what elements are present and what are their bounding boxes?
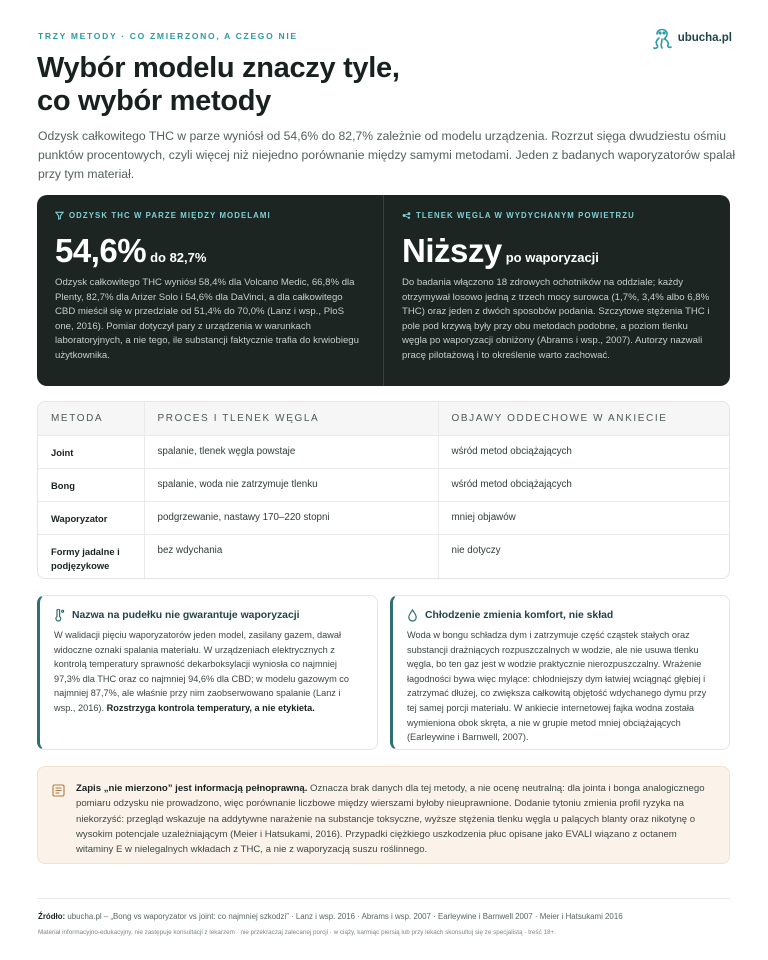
- cell-method: Waporyzator: [38, 501, 144, 534]
- methods-table: [37, 401, 730, 579]
- molecule-icon: [402, 211, 411, 220]
- cell-symptoms: wśród metod obciążających: [438, 435, 729, 468]
- table-row: [38, 468, 729, 501]
- stat-label: [402, 211, 712, 220]
- stat-description: Odzysk całkowitego THC wyniósł 58,4% dla Volcano Medic, 66,8% dla Plenty, 82,7% dla Arizer Solo i 54,6% dla DaVinci, a dla całkowitego CBD mieścił się w przedziale od 51,4% do 70,0% (Lanz i wsp., PloS one, 2016). Pomiar dotyczył pary z urządzenia w warunkach laboratoryjnych, a nie tego, ile substancji faktycznie trafia do krwiobiegu użytkownika.: [55, 277, 359, 361]
- table-header-row: [38, 402, 729, 435]
- cell-symptoms: nie dotyczy: [438, 534, 729, 578]
- stat-label: [55, 211, 365, 220]
- card-title: Nazwa na pudełku nie gwarantuje waporyzacji: [72, 610, 300, 621]
- cell-method: Formy jadalne i podjęzykowe: [38, 534, 144, 578]
- brand-name: ubucha.pl: [677, 32, 732, 44]
- cell-process: bez wdychania: [144, 534, 438, 578]
- disclaimer: Materiał informacyjno-edukacyjny, nie zastępuje konsultacji z lekarzem · nie przekraczaj zalecanej porcji · w ciąży, karmiąc piersią lub przy lekach skonsultuj się ze specjalistą · treść 18+.: [38, 929, 556, 936]
- source-label: Źródło:: [38, 912, 66, 921]
- document-icon: [52, 784, 65, 797]
- cell-process: podgrzewanie, nastawy 170–220 stopni: [144, 501, 438, 534]
- card-label-warning: [37, 595, 378, 750]
- lead-paragraph: Odzysk całkowitego THC w parze wyniósł od 54,6% do 82,7% zależnie od modelu urządzenia. Rozrzut sięga dwudziestu ośmiu punktów procentowych, czyli więcej niż niejedno porównanie między samymi metodami. Jeden z badanych waporyzatorów spalał przy tym materiał.: [38, 129, 736, 181]
- octopus-icon: [651, 25, 673, 51]
- droplet-icon: [407, 609, 418, 622]
- eyebrow: TRZY METODY · CO ZMIERZONO, A CZEGO NIE: [38, 31, 298, 41]
- stat-big-value: 54,6%: [55, 232, 147, 269]
- card-body: Woda w bongu schładza dym i zatrzymuje część cząstek stałych oraz substancji drażniących rozpuszczalnych w wodzie, ale nie usuwa tlenku węgla, bo ten gaz jest w wodzie praktycznie nierozpuszczalny. Wrażenie łagodności bywa więc mylące: chłodniejszy dym łatwiej wciągnąć głębiej i zatrzymać dłużej, co zwiększa całkowitą objętość wdychanego dymu przy tej samej porcji materiału. W ankiecie internetowej fajka wodna została wymieniona obok skręta, a nie w grupie metod mniej obciążających (Earleywine i Barnwell, 2007).: [407, 630, 707, 743]
- title-line-2: co wybór metody: [37, 85, 271, 117]
- note-text: Zapis „nie mierzono” jest informacją pełnoprawną. Oznacza brak danych dla tej metody, a nie ocenę neutralną: dla jointa i bonga analogicznego pomiaru odzysku nie prowadzono, więc porównanie liczbowe między wierszami byłoby nieuprawnione. Dodanie tytoniu zmienia profil ryzyka na niekorzyść: przegląd wskazuje na addytywne narażenie na substancje toksyczne, wyższe stężenia tlenku węgla u palących blanty oraz nikotynę o wysokim potencjale uzależniającym (Meier i Hatsukami, 2016). Przypadki ciężkiego uszkodzenia płuc opisane jako EVALI wiązano z octanem witaminy E w nielegalnych wkładach z THC, a nie z waporyzacją suszu roślinnego.: [76, 783, 705, 856]
- column-header-method: METODA: [51, 412, 104, 424]
- stat-description: Do badania włączono 18 zdrowych ochotników na oddziale; każdy otrzymywał losowo jedną z trzech mocy surowca (1,7%, 3,4% albo 6,8% THC) oraz jeden z dwóch sposobów podania. Szczytowe stężenia THC i pole pod krzywą były przy obu metodach podobne, a poziom tlenku węgla po waporyzacji obniżony (Abrams i wsp., 2007). Autorzy nazwali pracę pilotażową i to określenie warto zachować.: [402, 277, 710, 361]
- card-emphasis: Rozstrzyga kontrola temperatury, a nie etykieta.: [106, 702, 315, 713]
- stat-label-text: ODZYSK THC W PARZE MIĘDZY MODELAMI: [69, 211, 271, 220]
- stat-small-value: po waporyzacji: [505, 250, 599, 265]
- cell-process: spalanie, tlenek węgla powstaje: [144, 435, 438, 468]
- funnel-icon: [55, 211, 64, 220]
- brand-logo[interactable]: [651, 25, 732, 51]
- table-row: [38, 501, 729, 534]
- stat-small-value: do 82,7%: [150, 250, 207, 265]
- table-row: [38, 534, 729, 578]
- note-emphasis: Zapis „nie mierzono” jest informacją pełnoprawną.: [76, 783, 308, 794]
- cell-method: Bong: [38, 468, 144, 501]
- card-cooling: [390, 595, 730, 750]
- stat-label-text: TLENEK WĘGLA W WYDYCHANYM POWIETRZU: [416, 211, 635, 220]
- cell-method: Joint: [38, 435, 144, 468]
- card-heading: [54, 609, 363, 622]
- footer-divider: [37, 898, 730, 899]
- cell-process: spalanie, woda nie zatrzymuje tlenku: [144, 468, 438, 501]
- cell-symptoms: mniej objawów: [438, 501, 729, 534]
- card-heading: [407, 609, 715, 622]
- table-row: [38, 435, 729, 468]
- card-body: W walidacji pięciu waporyzatorów jeden model, zasilany gazem, dawał widoczne oznaki spalania materiału. W urządzeniach elektrycznych z kontrolą temperatury sprawność dekarboksylacji wyniosła co najmniej 97,3% dla THC oraz co najmniej 94,6% dla CBD; w modelu gazowym co najmniej 87,7%, ale właśnie przy nim zaobserwowano spalanie (Lanz i wsp., 2016). Rozstrzyga kontrola temperatury, a nie etykieta.: [54, 630, 349, 713]
- column-header-symptoms: OBJAWY ODDECHOWE W ANKIECIE: [438, 402, 729, 435]
- stat-thc-recovery: [37, 195, 383, 386]
- cell-symptoms: wśród metod obciążających: [438, 468, 729, 501]
- column-header-process: PROCES I TLENEK WĘGLA: [144, 402, 438, 435]
- card-title: Chłodzenie zmienia komfort, nie skład: [425, 610, 614, 621]
- stats-panel: [37, 195, 730, 386]
- note-box: [37, 766, 730, 864]
- stat-carbon-monoxide: [383, 195, 730, 386]
- source-line: Źródło: ubucha.pl – „Bong vs waporyzator vs joint: co najmniej szkodzi” · Lanz i wsp. 2016 · Abrams i wsp. 2007 · Earleywine i Barnwell 2007 · Meier i Hatsukami 2016: [38, 912, 623, 921]
- page-title: [37, 52, 557, 118]
- stat-value: [402, 232, 712, 270]
- stat-big-value: Niższy: [402, 232, 502, 269]
- title-line-1: Wybór modelu znaczy tyle,: [37, 52, 400, 84]
- thermometer-icon: [54, 609, 65, 622]
- stat-value: [55, 232, 365, 270]
